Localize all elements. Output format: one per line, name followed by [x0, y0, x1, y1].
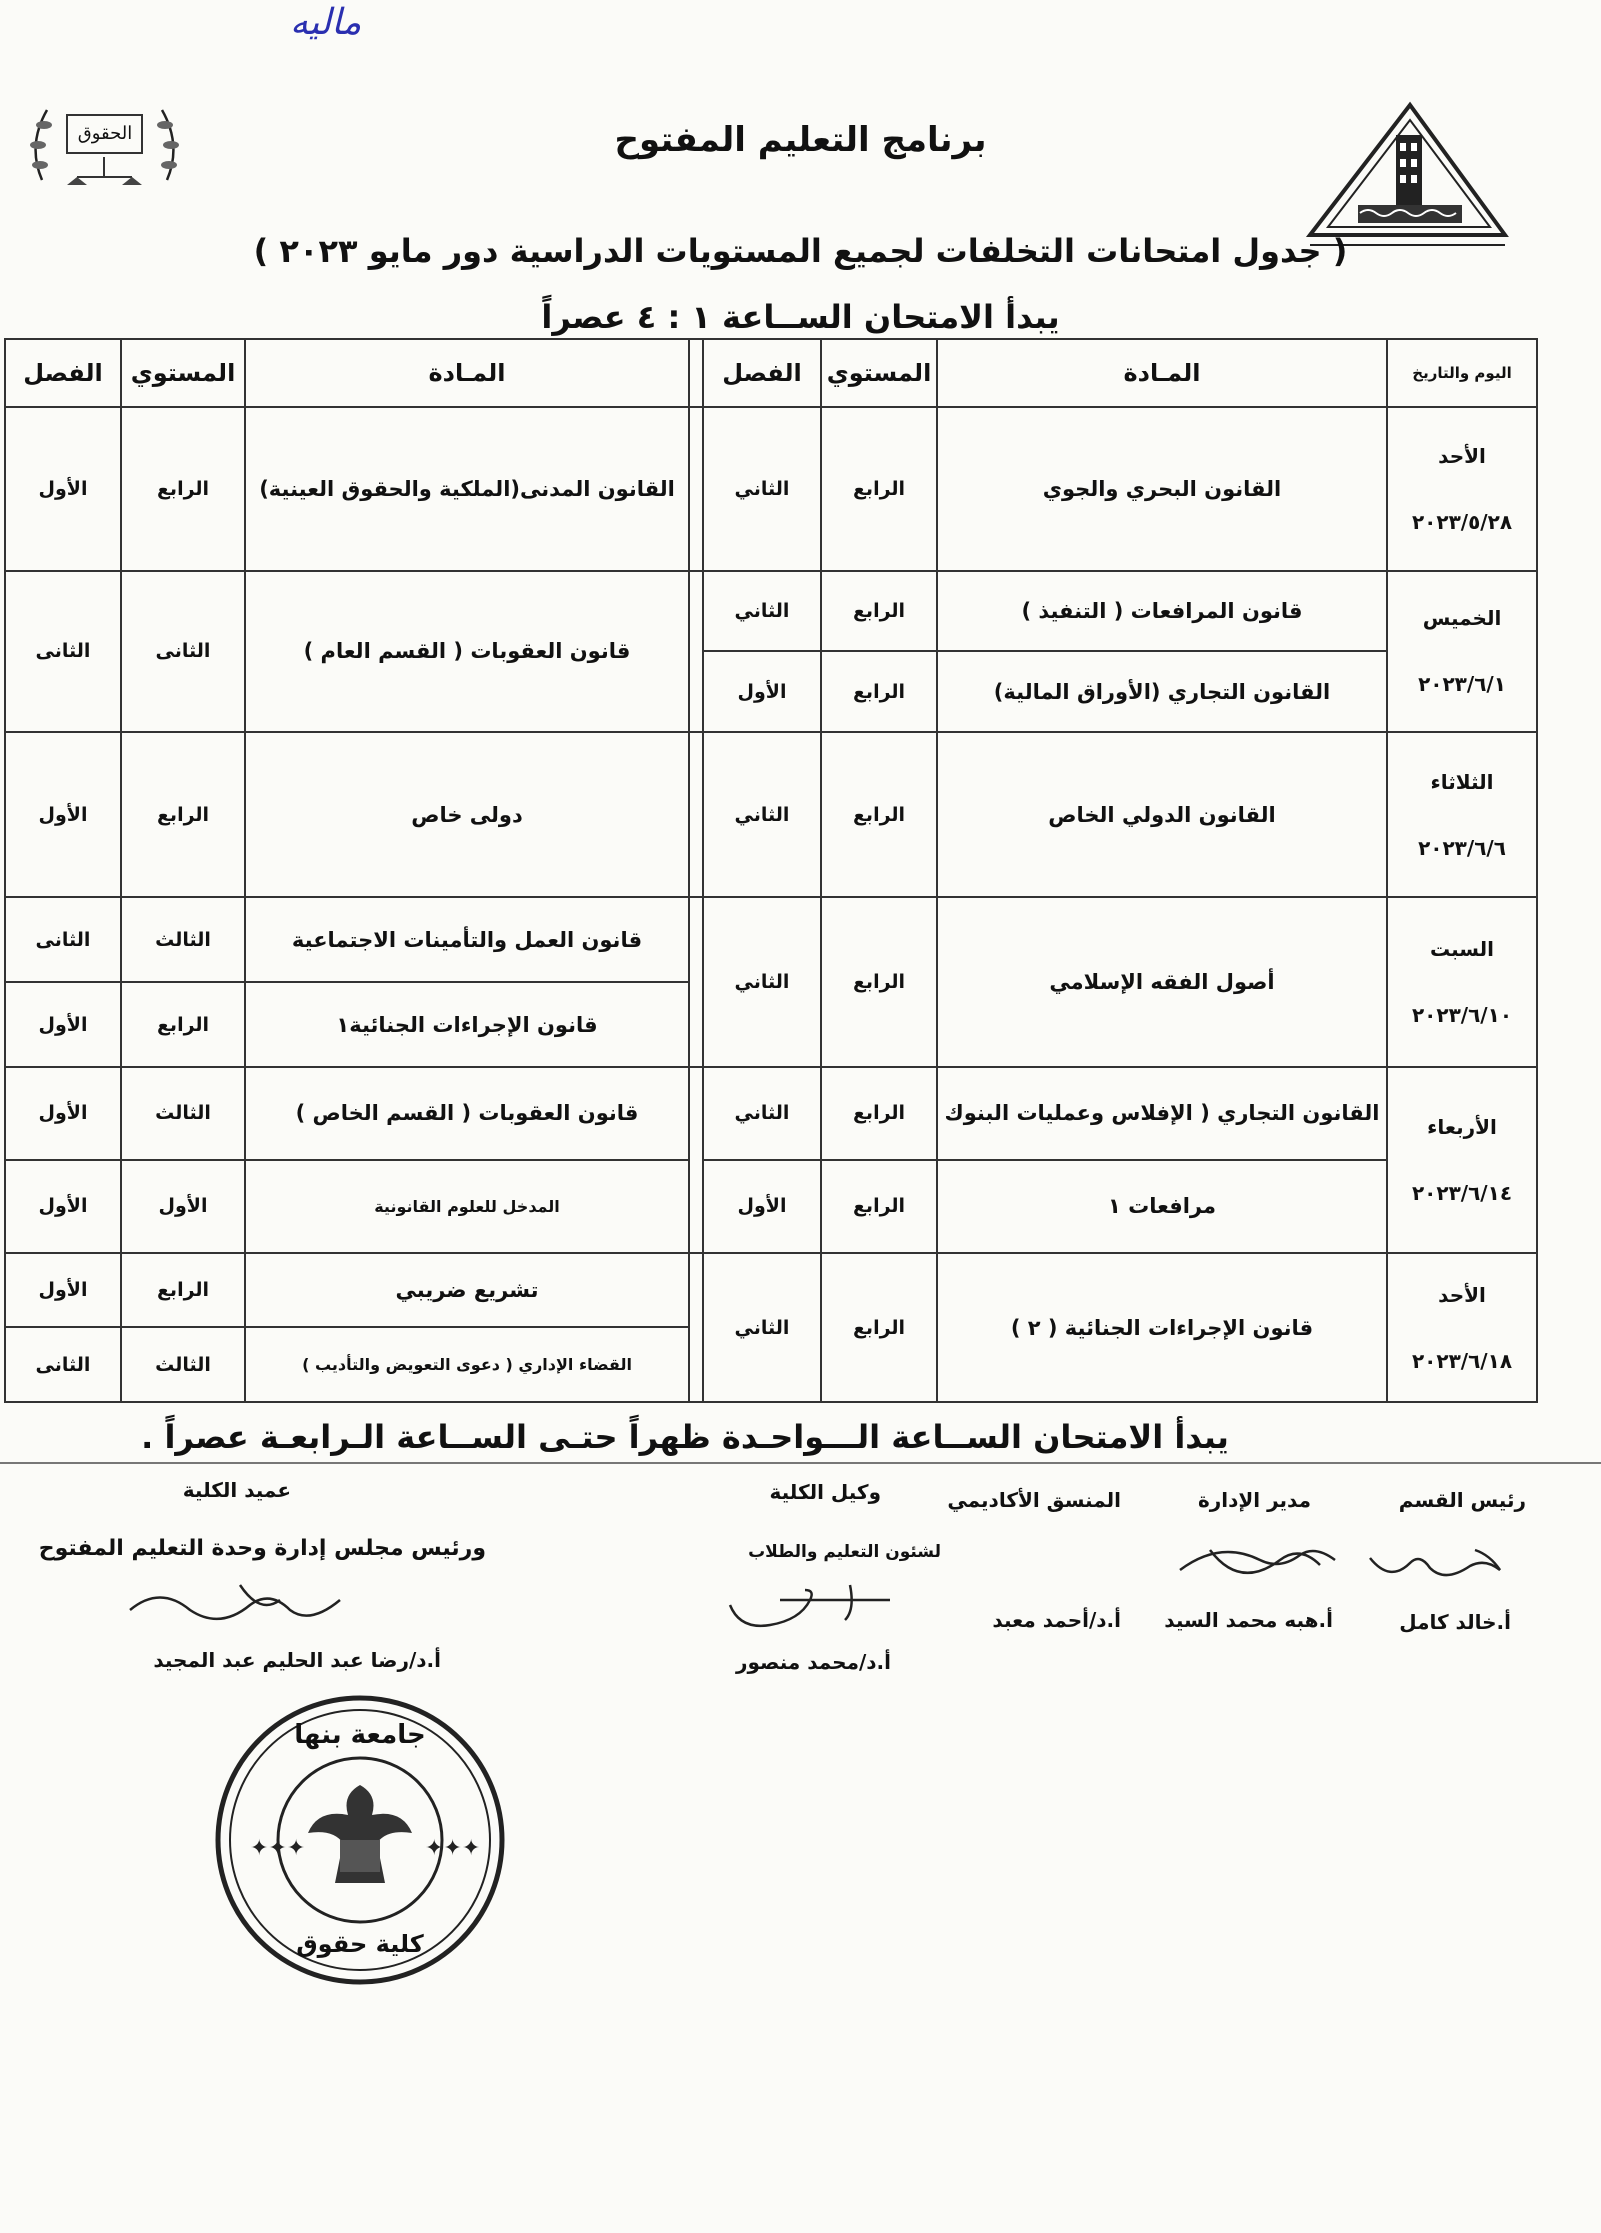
signatory-name: أ.د/أحمد معبد: [992, 1608, 1121, 1632]
table-row: [5, 1067, 1537, 1160]
subject-cell: القانون البحري والجوي: [937, 407, 1387, 570]
signatory-title: مدير الإدارة: [1197, 1488, 1311, 1512]
semester-cell: الثاني: [703, 1253, 821, 1402]
day-name: الأربعاء: [1427, 1114, 1497, 1139]
level-cell: الرابع: [821, 1067, 937, 1160]
semester-cell: الثانى: [5, 1327, 121, 1402]
semester-cell: الأول: [5, 1160, 121, 1253]
signatory-name: أ.د/محمد منصور: [735, 1650, 891, 1674]
day-name: السبت: [1429, 937, 1495, 962]
subject-cell: قانون الإجراءات الجنائية١: [245, 982, 689, 1067]
table-row: [5, 1253, 1537, 1327]
subject-cell: المدخل للعلوم القانونية: [245, 1160, 689, 1253]
svg-text:✦✦✦: ✦✦✦: [425, 1836, 481, 1861]
level-cell: الرابع: [821, 732, 937, 897]
level-cell: الرابع: [821, 571, 937, 652]
signatory-name: أ.خالد كامل: [1399, 1610, 1511, 1634]
semester-cell: الأول: [5, 1253, 121, 1327]
day-date-cell: [1387, 732, 1537, 897]
exam-schedule-table: [4, 338, 1538, 1403]
subject-cell: القانون الدولي الخاص: [937, 732, 1387, 897]
semester-cell: الأول: [5, 982, 121, 1067]
dean-signature: [120, 1575, 380, 1635]
day-name: الأحد: [1438, 443, 1486, 468]
day-name: الثلاثاء: [1430, 769, 1494, 794]
semester-cell: الأول: [5, 1067, 121, 1160]
level-cell: الرابع: [821, 1253, 937, 1402]
level-cell: الثالث: [121, 1067, 245, 1160]
level-cell: الثالث: [121, 897, 245, 982]
subject-cell: القانون المدنى(الملكية والحقوق العينية): [245, 407, 689, 570]
subject-cell: القضاء الإداري ( دعوى التعويض والتأديب ): [245, 1327, 689, 1402]
semester-cell: الثاني: [703, 1067, 821, 1160]
subject-cell: قانون الإجراءات الجنائية ( ٢ ): [937, 1253, 1387, 1402]
exam-date: ٢٠٢٣/٥/٢٨: [1411, 509, 1513, 534]
day-date-cell: [1387, 1253, 1537, 1402]
exam-date: ٢٠٢٣/٦/١٠: [1411, 1003, 1513, 1028]
semester-cell: الأول: [703, 651, 821, 732]
subject-cell: أصول الفقه الإسلامي: [937, 897, 1387, 1067]
table-row: [5, 1160, 1537, 1253]
signatory-title: عميد الكلية: [182, 1478, 291, 1502]
header-level: المستوي: [821, 339, 937, 407]
exam-date: ٢٠٢٣/٦/١٤: [1411, 1180, 1513, 1205]
header-day-date: اليوم والتاريخ: [1387, 339, 1537, 407]
level-cell: الثانى: [121, 571, 245, 732]
day-name: الخميس: [1422, 606, 1502, 631]
exam-date: ٢٠٢٣/٦/٦: [1418, 835, 1506, 860]
table-row: [5, 571, 1537, 652]
day-date-cell: [1387, 1067, 1537, 1253]
signatory-name: أ.هبه محمد السيد: [1164, 1608, 1333, 1632]
column-gap: [689, 339, 703, 407]
day-name: الأحد: [1438, 1282, 1486, 1307]
svg-text:✦✦✦: ✦✦✦: [250, 1836, 306, 1861]
column-gap: [689, 407, 703, 570]
handwritten-note: ماليه: [290, 2, 362, 43]
subject-cell: مرافعات ١: [937, 1160, 1387, 1253]
signatory-title: رئيس القسم: [1398, 1488, 1526, 1512]
semester-cell: الثاني: [703, 732, 821, 897]
subject-cell: القانون التجاري ( الإفلاس وعمليات البنوك: [937, 1067, 1387, 1160]
program-title: برنامج التعليم المفتوح: [614, 120, 987, 160]
exam-start-time: يبدأ الامتحان الســاعة ١ : ٤ عصراً: [541, 298, 1060, 336]
level-cell: الأول: [121, 1160, 245, 1253]
admin-signature: [1160, 1530, 1350, 1600]
subject-cell: دولى خاص: [245, 732, 689, 897]
signatory-name: أ.د/رضا عبد الحليم عبد المجيد: [153, 1648, 441, 1672]
semester-cell: الثاني: [703, 407, 821, 570]
header-semester: الفصل: [5, 339, 121, 407]
subject-cell: تشريع ضريبي: [245, 1253, 689, 1327]
subject-cell: القانون التجاري (الأوراق المالية): [937, 651, 1387, 732]
column-gap: [689, 571, 703, 732]
semester-cell: الأول: [703, 1160, 821, 1253]
column-gap: [689, 732, 703, 897]
faculty-stamp: [210, 1690, 510, 1994]
day-date-cell: [1387, 897, 1537, 1067]
table-header-row: [5, 339, 1537, 407]
table-row: [5, 407, 1537, 570]
logo-text: الحقوق: [77, 123, 133, 144]
signatory-title: المنسق الأكاديمي: [947, 1488, 1121, 1512]
subject-cell: قانون العقوبات ( القسم العام ): [245, 571, 689, 732]
semester-cell: الثاني: [703, 897, 821, 1067]
semester-cell: الثانى: [5, 897, 121, 982]
level-cell: الرابع: [121, 1253, 245, 1327]
level-cell: الرابع: [121, 982, 245, 1067]
subject-cell: قانون العمل والتأمينات الاجتماعية: [245, 897, 689, 982]
header-subject: المـادة: [937, 339, 1387, 407]
signatory-subtitle: ورئيس مجلس إدارة وحدة التعليم المفتوح: [38, 1536, 486, 1561]
level-cell: الرابع: [821, 1160, 937, 1253]
exam-date: ٢٠٢٣/٦/١٨: [1411, 1348, 1513, 1373]
exam-date: ٢٠٢٣/٦/١: [1418, 672, 1506, 697]
level-cell: الرابع: [121, 407, 245, 570]
semester-cell: الثاني: [703, 571, 821, 652]
head-signature: [1360, 1528, 1520, 1598]
semester-cell: الثانى: [5, 571, 121, 732]
table-row: [5, 732, 1537, 897]
column-gap: [689, 897, 703, 1067]
header-semester: الفصل: [703, 339, 821, 407]
level-cell: الثالث: [121, 1327, 245, 1402]
table-row: [5, 897, 1537, 982]
subject-cell: قانون المرافعات ( التنفيذ ): [937, 571, 1387, 652]
document-title: ( جدول امتحانات التخلفات لجميع المستويات الدراسية دور مايو ٢٠٢٣ ): [253, 232, 1348, 270]
exam-time-note: يبدأ الامتحان الســاعة الـــواحـدة ظهراً حتـى الســاعة الـرابعـة عصراً .: [141, 1418, 1229, 1456]
signatory-subtitle: لشئون التعليم والطلاب: [748, 1542, 941, 1562]
stamp-faculty: كلية حقوق: [296, 1930, 424, 1958]
header-level: المستوي: [121, 339, 245, 407]
stamp-university: جامعة بنها: [294, 1720, 426, 1750]
divider: [0, 1462, 1601, 1464]
vice-signature: [720, 1570, 910, 1640]
semester-cell: الأول: [5, 732, 121, 897]
level-cell: الرابع: [821, 897, 937, 1067]
semester-cell: الأول: [5, 407, 121, 570]
level-cell: الرابع: [121, 732, 245, 897]
subject-cell: قانون العقوبات ( القسم الخاص ): [245, 1067, 689, 1160]
signatory-title: وكيل الكلية: [769, 1480, 881, 1504]
level-cell: الرابع: [821, 651, 937, 732]
column-gap: [689, 1067, 703, 1253]
column-gap: [689, 1253, 703, 1402]
day-date-cell: [1387, 407, 1537, 570]
day-date-cell: [1387, 571, 1537, 732]
level-cell: الرابع: [821, 407, 937, 570]
header-subject: المـادة: [245, 339, 689, 407]
